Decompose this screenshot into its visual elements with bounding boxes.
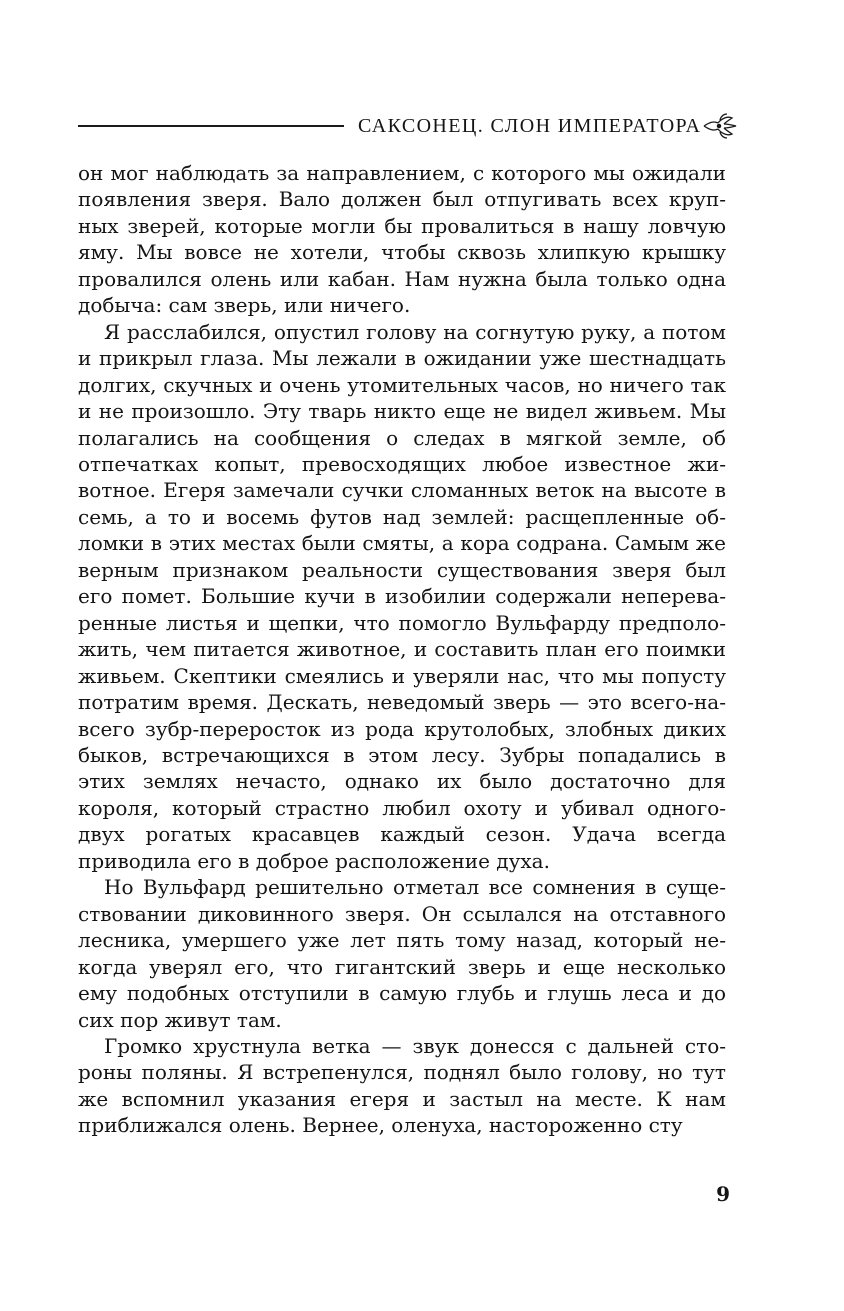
paragraph-3: Но Вульфард решительно отметал все сомнения в существовании диковинного зверя. Он ссылался на отставного лесника, умершего уже лет пять тому назад, который некогда уверял его, что гигантский зверь и еще несколько ему подобных отступили в самую глубь и глушь леса и до сих пор живут там. <box>78 875 726 1032</box>
fleuron-ornament-icon <box>702 112 738 140</box>
paragraph-2: Я расслабился, опустил голову на согнутую руку, а потом и прикрыл глаза. Мы лежали в ожидании уже шестнадцать долгих, скучных и очень утомительных часов, но ничего так и не произошло. Эту тварь никто еще не видел живьем. Мы полагались на сообщения о следах в мягкой земле, об отпечатках копыт, превосходящих любое известное животное. Егеря замечали сучки сломанных веток на высоте в семь, а то и восемь футов над землей: расщепленные обломки в этих местах были смяты, а кора содрана. Самым же верным признаком реальности существования зверя был его помет. Большие кучи в изобилии содержали непереваренные листья и щепки, что помогло Вульфарду предположить, чем питается животное, и составить план его поимки живьем. Скептики смеялись и уверяли нас, что мы попусту потратим время. Дескать, неведомый зверь — это всего-навсего зубр-переросток из рода крутолобых, злобных диких быков, встречающихся в этом лесу. Зубры попадались в этих землях нечасто, однако их было достаточно для короля, который страстно любил охоту и убивал одного-двух рогатых красавцев каждый сезон. Удача всегда приводила его в доброе расположение духа. <box>78 319 726 873</box>
running-title: САКСОНЕЦ. СЛОН ИМПЕРАТОРА <box>358 115 702 137</box>
running-header <box>78 112 738 142</box>
body-text <box>78 160 726 1139</box>
header-rule <box>78 125 344 127</box>
paragraph-1: он мог наблюдать за направлением, с которого мы ожидали появления зверя. Вало должен был отпугивать всех крупных зверей, которые могли бы провалиться в нашу ловчую яму. Мы вовсе не хотели, чтобы сквозь хлипкую крышку провалился олень или кабан. Нам нужна была только одна добыча: сам зверь, или ничего. <box>78 161 726 318</box>
paragraph-4: Громко хрустнула ветка — звук донесся с дальней стороны поляны. Я встрепенулся, поднял было голову, но тут же вспомнил указания егеря и застыл на месте. К нам приближался олень. Вернее, оленуха, настороженно сту <box>78 1033 726 1138</box>
page-number: 9 <box>716 1182 730 1206</box>
